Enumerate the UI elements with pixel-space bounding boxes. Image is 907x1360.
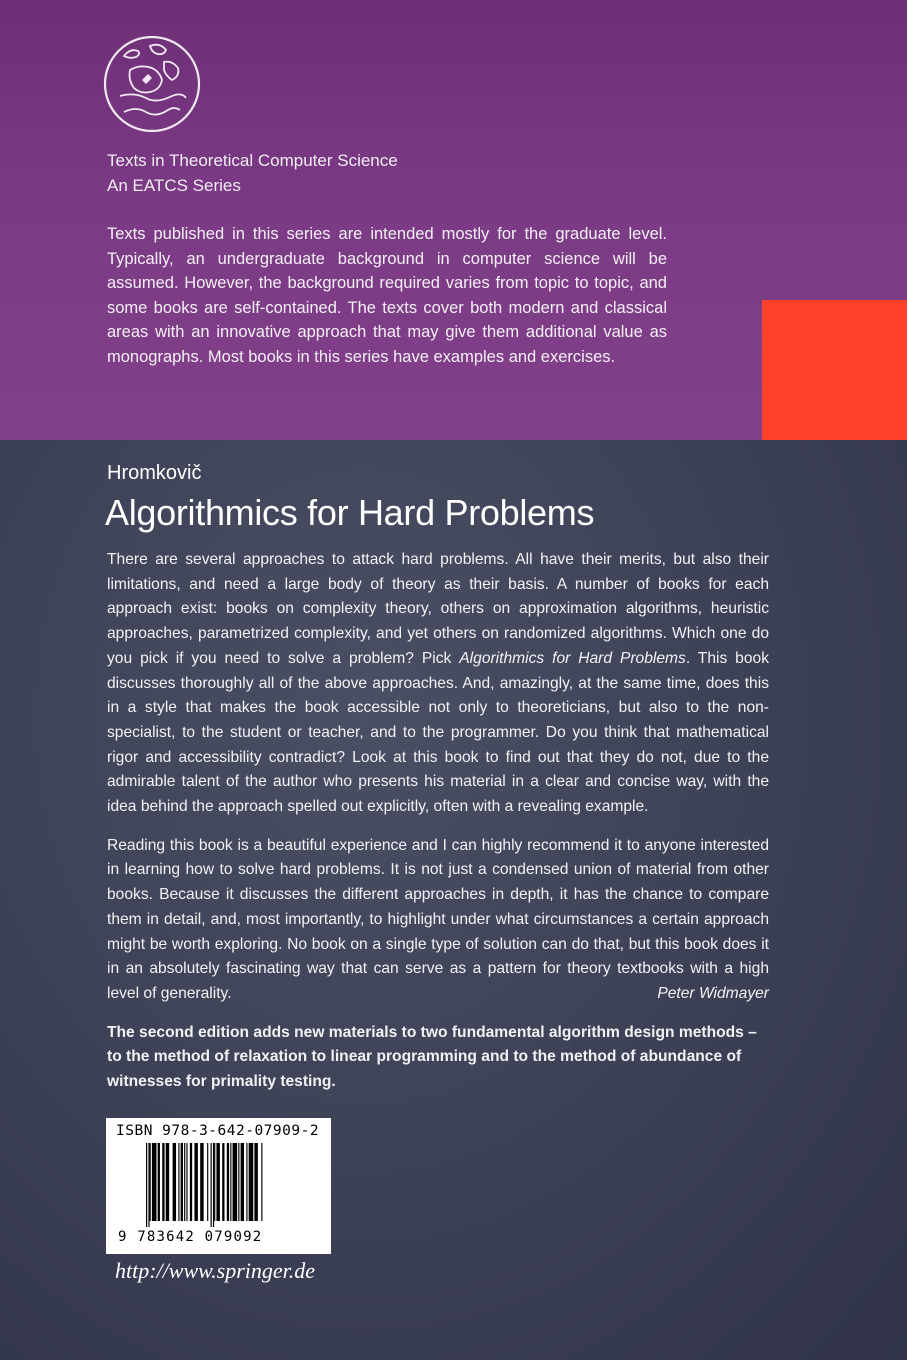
second-edition-note: The second edition adds new materials to two fundamental algorithm design methods – to the method of relaxation to linear programming and to the method of abundance of witnesses for primality testing.: [107, 1023, 757, 1091]
blurb-p2-text: Reading this book is a beautiful experience and I can highly recommend it to anyone interested in learning how to solve hard problems. It is not just a condensed union of material from other books. Because it discusses the different approaches in depth, it has the chance to compare them in detail, and, most importantly, to highlight under what circumstances a certain approach might be worth exploring. No book on a single type of solution can do that, but this book does it in an absolutely fascinating way that can serve as a pattern for theory textbooks with a high level of generality.: [107, 836, 769, 1002]
accent-block: [762, 300, 907, 440]
barcode-guard-bar: [148, 1143, 149, 1227]
barcode-bar: [207, 1143, 208, 1221]
blurb-p1-book-title: Algorithmics for Hard Problems: [459, 649, 686, 667]
barcode-bar: [181, 1143, 183, 1221]
barcode-bar: [214, 1143, 215, 1221]
isbn-label: ISBN 978-3-642-07909-2: [116, 1123, 320, 1139]
barcode-guard-bar: [211, 1143, 212, 1227]
barcode-bar: [166, 1143, 169, 1221]
barcode-bar: [222, 1143, 224, 1221]
reviewer-signature: Peter Widmayer: [657, 984, 769, 1002]
blurb-paragraph-1: [107, 548, 769, 820]
barcode-bar: [150, 1143, 151, 1221]
publisher-url[interactable]: http://www.springer.de: [115, 1258, 316, 1283]
barcode-bar: [194, 1143, 197, 1221]
author-name: Hromkovič: [107, 462, 202, 484]
barcode-bar: [216, 1143, 219, 1221]
barcode-bar: [261, 1143, 262, 1221]
blurb-paragraph-2: [107, 834, 769, 1007]
barcode-bar: [227, 1143, 229, 1221]
barcode-bar: [200, 1143, 203, 1221]
barcode-bars: [144, 1143, 294, 1227]
barcode-bar: [238, 1143, 239, 1221]
barcode-bar: [173, 1143, 176, 1221]
book-title: Algorithmics for Hard Problems: [105, 492, 595, 533]
barcode-bar: [241, 1143, 244, 1221]
series-description: Texts published in this series are intended mostly for the graduate level. Typically, an undergraduate background in computer science will be assumed. However, the background required varies from topic to topic, and some books are self-contained. The texts cover both modern and classical areas with an innovative approach that may give them additional value as monographs. Most books in this series have examples and exercises.: [107, 225, 667, 366]
series-title: [107, 148, 398, 198]
series-title-line2: An EATCS Series: [107, 176, 241, 195]
barcode-bar: [190, 1143, 192, 1221]
barcode-bar: [152, 1143, 157, 1221]
barcode-bar: [254, 1143, 257, 1221]
barcode-bar: [158, 1143, 160, 1221]
series-title-line1: Texts in Theoretical Computer Science: [107, 151, 398, 170]
barcode-bar: [184, 1143, 185, 1221]
blurb-p1-end: . This book discusses thoroughly all of the above approaches. And, amazingly, at the same time, does this in a style that makes the book accessible not only to theoreticians, but also to the non-specialist, to the student or teacher, and to the programmer. Do you think that mathematical rigor and accessibility contradict? Look at this book to find out that they do not, due to the admirable talent of the author who presents his material in a clear and concise way, with the idea behind the approach spelled out explicitly, often with a revealing example.: [107, 649, 769, 816]
isbn-barcode: [106, 1118, 331, 1254]
barcode-guard-bar: [146, 1143, 147, 1227]
barcode-bar: [186, 1143, 187, 1221]
barcode-bar: [162, 1143, 164, 1221]
barcode-bar: [246, 1143, 247, 1221]
eatcs-logo-icon: [102, 34, 202, 134]
barcode-bar: [178, 1143, 179, 1221]
barcode-digits: 9 783642 079092: [118, 1229, 263, 1245]
barcode-bar: [233, 1143, 238, 1221]
barcode-bar: [230, 1143, 231, 1221]
book-blurb: [107, 548, 769, 1109]
barcode-guard-bar: [213, 1143, 214, 1227]
blurb-p1-start: There are several approaches to attack hard problems. All have their merits, but also their limitations, and need a large body of theory as their basis. A number of books for each approach exist: books on complexity theory, others on approximation algorithms, heuristic approaches, parametrized complexity, and yet others on randomized algorithms. Which one do you pick if you need to solve a problem? Pick: [107, 551, 769, 667]
barcode-bar: [249, 1143, 254, 1221]
